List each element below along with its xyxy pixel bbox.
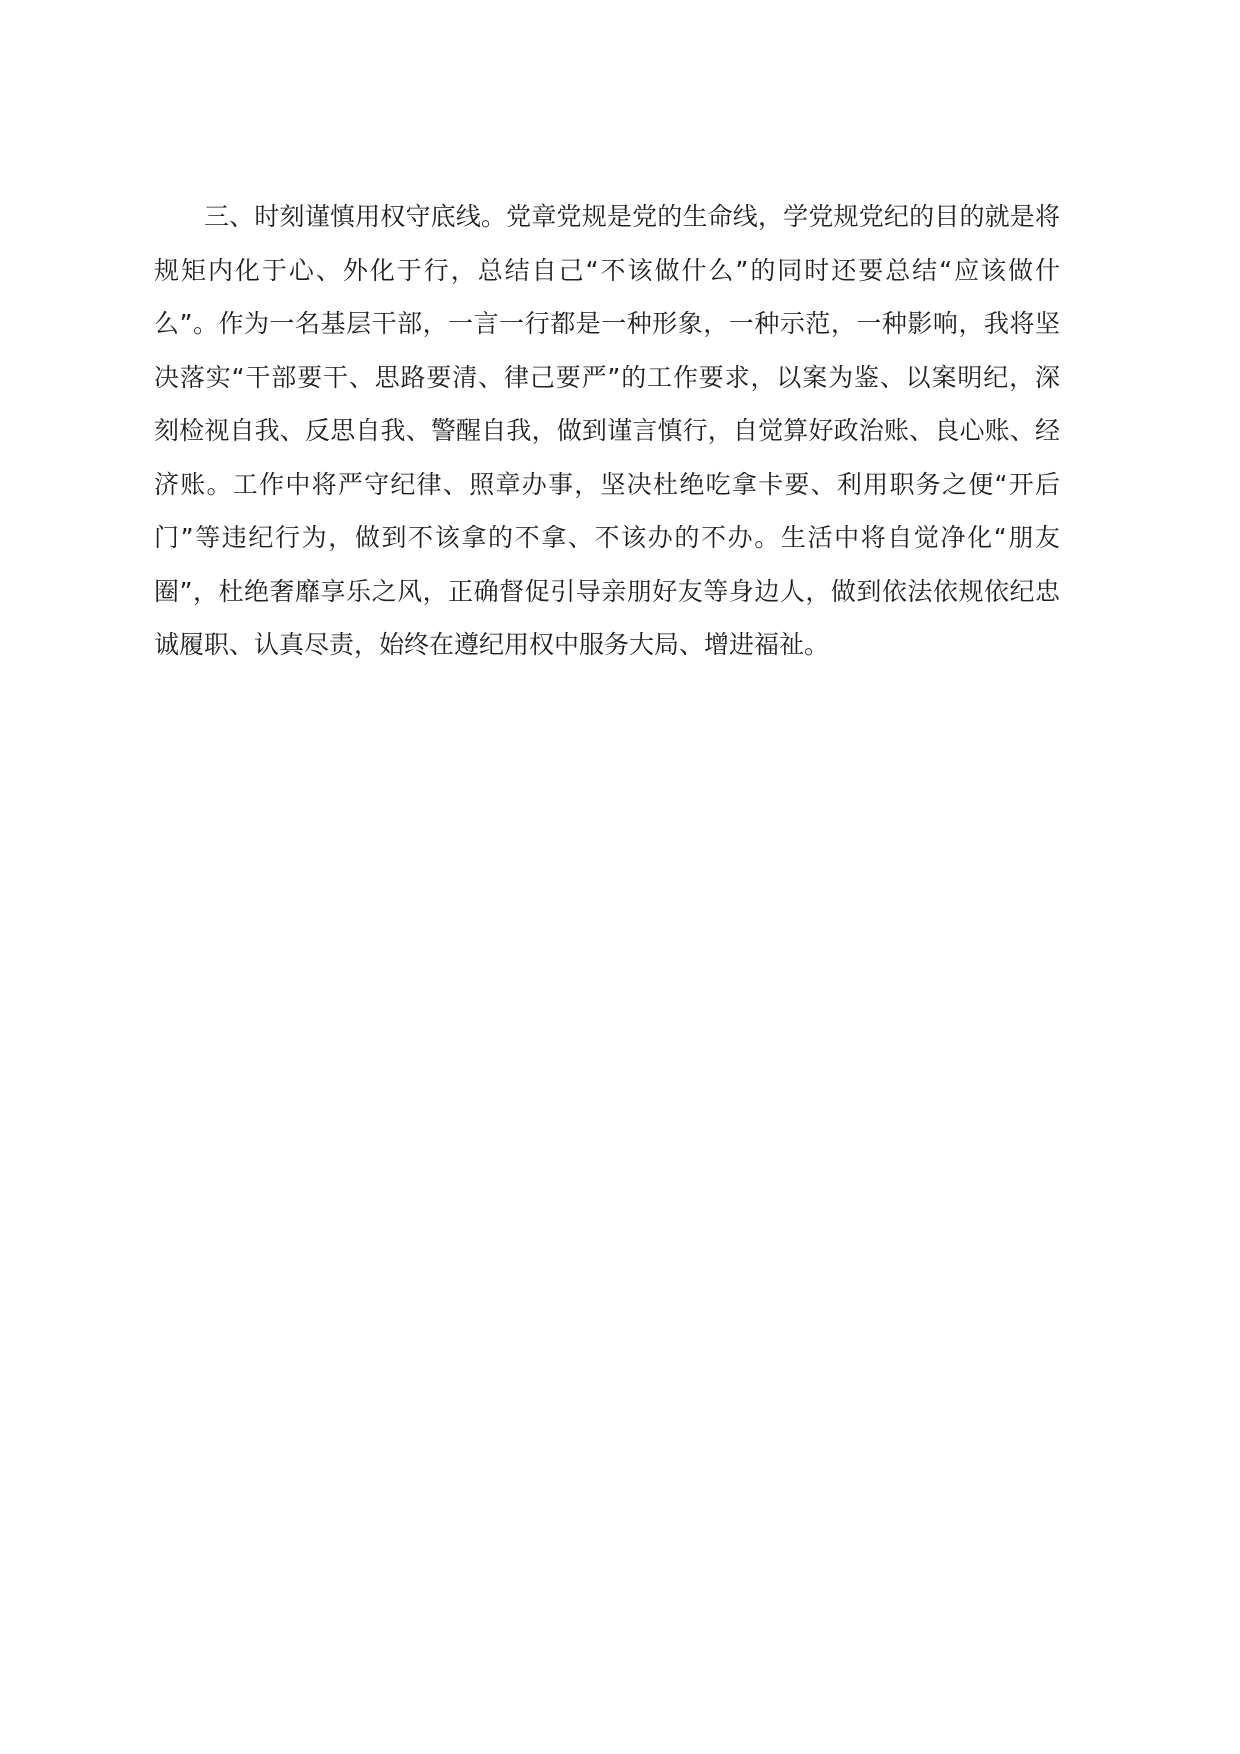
paragraph-section-three: [154, 190, 1060, 672]
paragraph-line: 诚履职、认真尽责，始终在遵纪用权中服务大局、增进福祉。: [154, 630, 830, 659]
paragraph-line: 圈”，杜绝奢靡享乐之风，正确督促引导亲朋好友等身边人，做到依法依规依纪忠: [154, 576, 1060, 606]
paragraph-line: 么”。作为一名基层干部，一言一行都是一种形象，一种示范，一种影响，我将坚: [154, 309, 1060, 338]
paragraph-line: 刻检视自我、反思自我、警醒自我，做到谨言慎行，自觉算好政治账、良心账、经: [154, 416, 1060, 445]
paragraph-line: 门”等违纪行为，做到不该拿的不拿、不该办的不办。生活中将自觉净化“朋友: [154, 523, 1060, 552]
paragraph-line: 决落实“干部要干、思路要清、律己要严”的工作要求，以案为鉴、以案明纪，深: [154, 362, 1060, 392]
paragraph-line: 规矩内化于心、外化于行，总结自己“不该做什么”的同时还要总结“应该做什: [154, 255, 1060, 285]
paragraph-line: 三、时刻谨慎用权守底线。党章党规是党的生命线，学党规党纪的目的就是将: [204, 202, 1060, 231]
paragraph-line: 济账。工作中将严守纪律、照章办事，坚决杜绝吃拿卡要、利用职务之便“开后: [154, 469, 1060, 499]
